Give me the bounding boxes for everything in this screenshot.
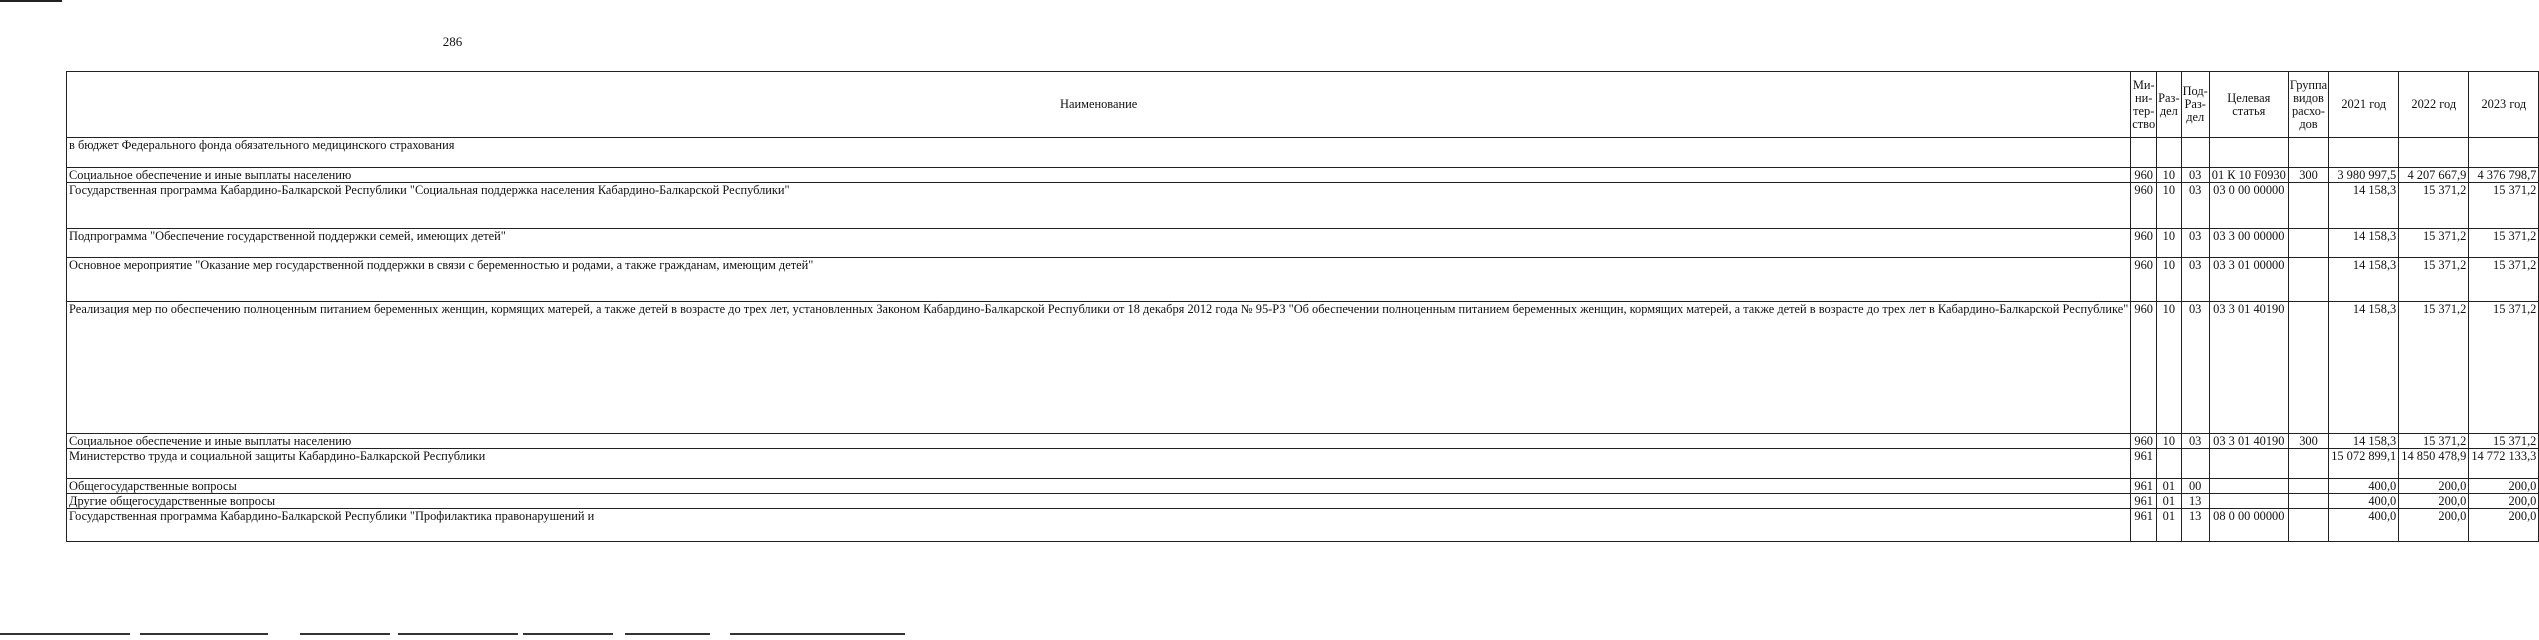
scan-artifact-bottom [300,633,390,635]
row-ministry [2131,138,2157,168]
row-subsection: 03 [2181,258,2209,302]
row-target-article: 03 0 00 00000 [2209,183,2288,229]
row-value-2023: 15 371,2 [2469,434,2539,449]
table-row [67,494,2539,509]
row-section: 10 [2157,434,2181,449]
row-target-article: 03 3 01 40190 [2209,434,2288,449]
table-row [67,434,2539,449]
row-name: в бюджет Федерального фонда обязательного медицинского страхования [67,138,2131,168]
scan-artifact-top [0,0,62,2]
row-section: 10 [2157,168,2181,183]
row-target-article [2209,479,2288,494]
row-expense-group: 300 [2288,168,2328,183]
row-value-2022: 15 371,2 [2399,302,2469,434]
row-ministry: 961 [2131,479,2157,494]
row-target-article: 08 0 00 00000 [2209,509,2288,542]
scan-artifact-bottom [625,633,710,635]
table-row [67,168,2539,183]
row-value-2022: 14 850 478,9 [2399,449,2469,479]
row-value-2022: 15 371,2 [2399,229,2469,258]
row-expense-group [2288,494,2328,509]
row-name: Министерство труда и социальной защиты Кабардино-Балкарской Республики [67,449,2131,479]
row-value-2021: 400,0 [2329,479,2399,494]
row-value-2021: 14 158,3 [2329,434,2399,449]
row-value-2023: 200,0 [2469,494,2539,509]
row-value-2021: 14 158,3 [2329,258,2399,302]
table-row [67,509,2539,542]
row-ministry: 960 [2131,168,2157,183]
row-section: 01 [2157,494,2181,509]
row-ministry: 960 [2131,258,2157,302]
table-row [67,449,2539,479]
row-name: Государственная программа Кабардино-Балкарской Республики "Социальная поддержка населения Кабардино-Балкарской Республики" [67,183,2131,229]
row-subsection: 13 [2181,509,2209,542]
row-name: Подпрограмма "Обеспечение государственной поддержки семей, имеющих детей" [67,229,2131,258]
header-2022: 2022 год [2399,72,2469,138]
row-value-2023: 200,0 [2469,509,2539,542]
row-ministry: 960 [2131,183,2157,229]
scan-artifact-bottom [0,633,130,635]
table-row [67,258,2539,302]
row-section: 01 [2157,509,2181,542]
row-target-article: 01 К 10 F0930 [2209,168,2288,183]
row-value-2021: 14 158,3 [2329,183,2399,229]
row-ministry: 961 [2131,509,2157,542]
budget-table [66,71,2539,542]
row-target-article [2209,494,2288,509]
row-value-2021: 14 158,3 [2329,302,2399,434]
row-ministry: 960 [2131,229,2157,258]
row-target-article: 03 3 01 00000 [2209,258,2288,302]
table-row [67,138,2539,168]
row-subsection: 03 [2181,434,2209,449]
row-target-article [2209,449,2288,479]
row-name: Социальное обеспечение и иные выплаты населению [67,434,2131,449]
table-body [67,138,2539,542]
row-expense-group [2288,183,2328,229]
row-subsection [2181,138,2209,168]
row-section: 10 [2157,302,2181,434]
table-header-row [67,72,2539,138]
row-expense-group [2288,258,2328,302]
row-section: 10 [2157,183,2181,229]
row-name: Государственная программа Кабардино-Балкарской Республики "Профилактика правонарушений и [67,509,2131,542]
row-value-2021: 15 072 899,1 [2329,449,2399,479]
row-target-article: 03 3 00 00000 [2209,229,2288,258]
row-value-2023: 15 371,2 [2469,258,2539,302]
scan-artifact-bottom [523,633,613,635]
row-name: Реализация мер по обеспечению полноценным питанием беременных женщин, кормящих матерей, а также детей в возрасте до трех лет, установленных Законом Кабардино-Балкарской Республики от 18 декабря 2012 года № 95-РЗ "Об обеспечении полноценным питанием беременных женщин, кормящих матерей, а также детей в возрасте до трех лет в Кабардино-Балкарской Республике" [67,302,2131,434]
row-value-2023: 15 371,2 [2469,183,2539,229]
row-ministry: 960 [2131,434,2157,449]
header-subsection: Под- Раз- дел [2181,72,2209,138]
row-subsection: 00 [2181,479,2209,494]
row-value-2023: 200,0 [2469,479,2539,494]
row-section [2157,449,2181,479]
row-expense-group [2288,138,2328,168]
table-row [67,229,2539,258]
row-name: Общегосударственные вопросы [67,479,2131,494]
table-row [67,479,2539,494]
scan-artifact-bottom [398,633,518,635]
table-row [67,183,2539,229]
row-subsection [2181,449,2209,479]
header-2021: 2021 год [2329,72,2399,138]
row-value-2021: 3 980 997,5 [2329,168,2399,183]
row-expense-group: 300 [2288,434,2328,449]
scan-artifact-bottom [140,633,268,635]
row-subsection: 03 [2181,302,2209,434]
header-ministry: Ми- ни- тер- ство [2131,72,2157,138]
row-ministry: 960 [2131,302,2157,434]
row-name: Социальное обеспечение и иные выплаты населению [67,168,2131,183]
row-value-2023: 14 772 133,3 [2469,449,2539,479]
row-value-2023: 4 376 798,7 [2469,168,2539,183]
table-row [67,302,2539,434]
page-number: 286 [442,34,463,49]
row-value-2022: 15 371,2 [2399,434,2469,449]
row-value-2022: 200,0 [2399,494,2469,509]
row-subsection: 13 [2181,494,2209,509]
row-expense-group [2288,229,2328,258]
row-value-2023: 15 371,2 [2469,302,2539,434]
row-subsection: 03 [2181,168,2209,183]
row-section: 10 [2157,258,2181,302]
header-expense-group: Группа видов расхо- дов [2288,72,2328,138]
header-target-article: Целевая статья [2209,72,2288,138]
row-value-2021: 14 158,3 [2329,229,2399,258]
row-subsection: 03 [2181,229,2209,258]
header-section: Раз- дел [2157,72,2181,138]
row-name: Другие общегосударственные вопросы [67,494,2131,509]
row-target-article: 03 3 01 40190 [2209,302,2288,434]
row-expense-group [2288,302,2328,434]
row-value-2023: 15 371,2 [2469,229,2539,258]
row-name: Основное мероприятие "Оказание мер государственной поддержки в связи с беременностью и родами, а также гражданам, имеющим детей" [67,258,2131,302]
row-section [2157,138,2181,168]
row-expense-group [2288,509,2328,542]
row-ministry: 961 [2131,449,2157,479]
row-value-2022 [2399,138,2469,168]
row-value-2022: 200,0 [2399,479,2469,494]
row-value-2022: 15 371,2 [2399,183,2469,229]
row-value-2022: 4 207 667,9 [2399,168,2469,183]
row-section: 10 [2157,229,2181,258]
row-value-2021 [2329,138,2399,168]
row-section: 01 [2157,479,2181,494]
header-2023: 2023 год [2469,72,2539,138]
row-expense-group [2288,479,2328,494]
row-value-2021: 400,0 [2329,509,2399,542]
row-ministry: 961 [2131,494,2157,509]
row-value-2021: 400,0 [2329,494,2399,509]
row-target-article [2209,138,2288,168]
scan-artifact-bottom [730,633,905,635]
row-value-2022: 15 371,2 [2399,258,2469,302]
row-subsection: 03 [2181,183,2209,229]
row-expense-group [2288,449,2328,479]
header-name: Наименование [67,72,2131,138]
row-value-2022: 200,0 [2399,509,2469,542]
row-value-2023 [2469,138,2539,168]
